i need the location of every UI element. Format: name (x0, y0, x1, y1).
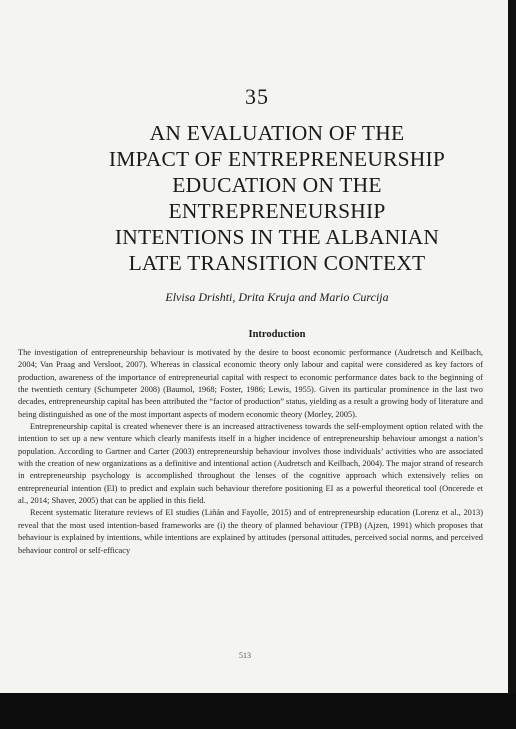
paragraph: The investigation of entrepreneurship behaviour is motivated by the desire to boost economic performance (Audretsch and Keilbach, 2004; Van Praag and Versloot, 2007). Whereas in classical economic theory only labour and capital were considered as key factors of production, awareness of the importance of entrepreneurial capital with respect to economic performance dates back to the beginning of the twentieth century (Schumpeter 2008) (Baumol, 1968; Foster, 1986; Lewis, 1955). Given its particular prominence in the last two decades, entrepreneurship capital has been attributed the “factor of production” status, yielding as a result a growing body of literature and being distinguished as one of the most important aspects of modern economic theory (Morley, 2005). (18, 348, 483, 419)
authors: Elvisa Drishti, Drita Kruja and Mario Curcija (165, 290, 389, 304)
title-line: IMPACT OF ENTREPRENEURSHIP (108, 147, 446, 171)
scan-edge-right (508, 0, 516, 729)
title-line: EDUCATION ON THE (172, 173, 382, 197)
section-heading: Introduction (248, 329, 306, 340)
chapter-title (77, 120, 477, 276)
paragraph: Recent systematic literature reviews of EI studies (Liñán and Fayolle, 2015) and of entrepreneurship education (Lorenz et al., 2013) reveal that the most used intention-based frameworks are (i) the theory of planned behaviour (TPB) (Ajzen, 1991) which proposes that behaviour is explained by intentions, while intentions are explained by attitudes (personal attitudes, perceived social norms, and perceived behaviour control or self-efficacy (18, 508, 483, 555)
title-line: INTENTIONS IN THE ALBANIAN (114, 225, 440, 249)
chapter-number: 35 (245, 84, 269, 109)
paragraph: Entrepreneurship capital is created whenever there is an increased attractiveness towards the self-employment option related with the intention to set up a new venture which clearly manifests itself in a higher incidence of entrepreneurship behaviour amongst a nation’s population. According to Gartner and Carter (2003) entrepreneurship behaviour involves those individuals’ activities who are associated with the creation of new organizations as a definitive and intentional action (Audretsch and Keilbach, 2004). The major strand of research in entrepreneurship psychology is accomplished throughout the lenses of the cognitive approach which extensively relies on entrepreneurial intention (EI) to predict and explain such behaviour therefore positioning EI as a powerful theoretical tool (Oncerede et al., 2014; Shaver, 2005) that can be applied in this field. (18, 422, 483, 506)
title-line: AN EVALUATION OF THE (149, 121, 405, 145)
page-number: 513 (239, 651, 251, 660)
title-line: ENTREPRENEURSHIP (168, 199, 386, 223)
body-text (18, 347, 483, 557)
scan-edge-bottom (0, 693, 516, 729)
title-line: LATE TRANSITION CONTEXT (128, 251, 426, 275)
